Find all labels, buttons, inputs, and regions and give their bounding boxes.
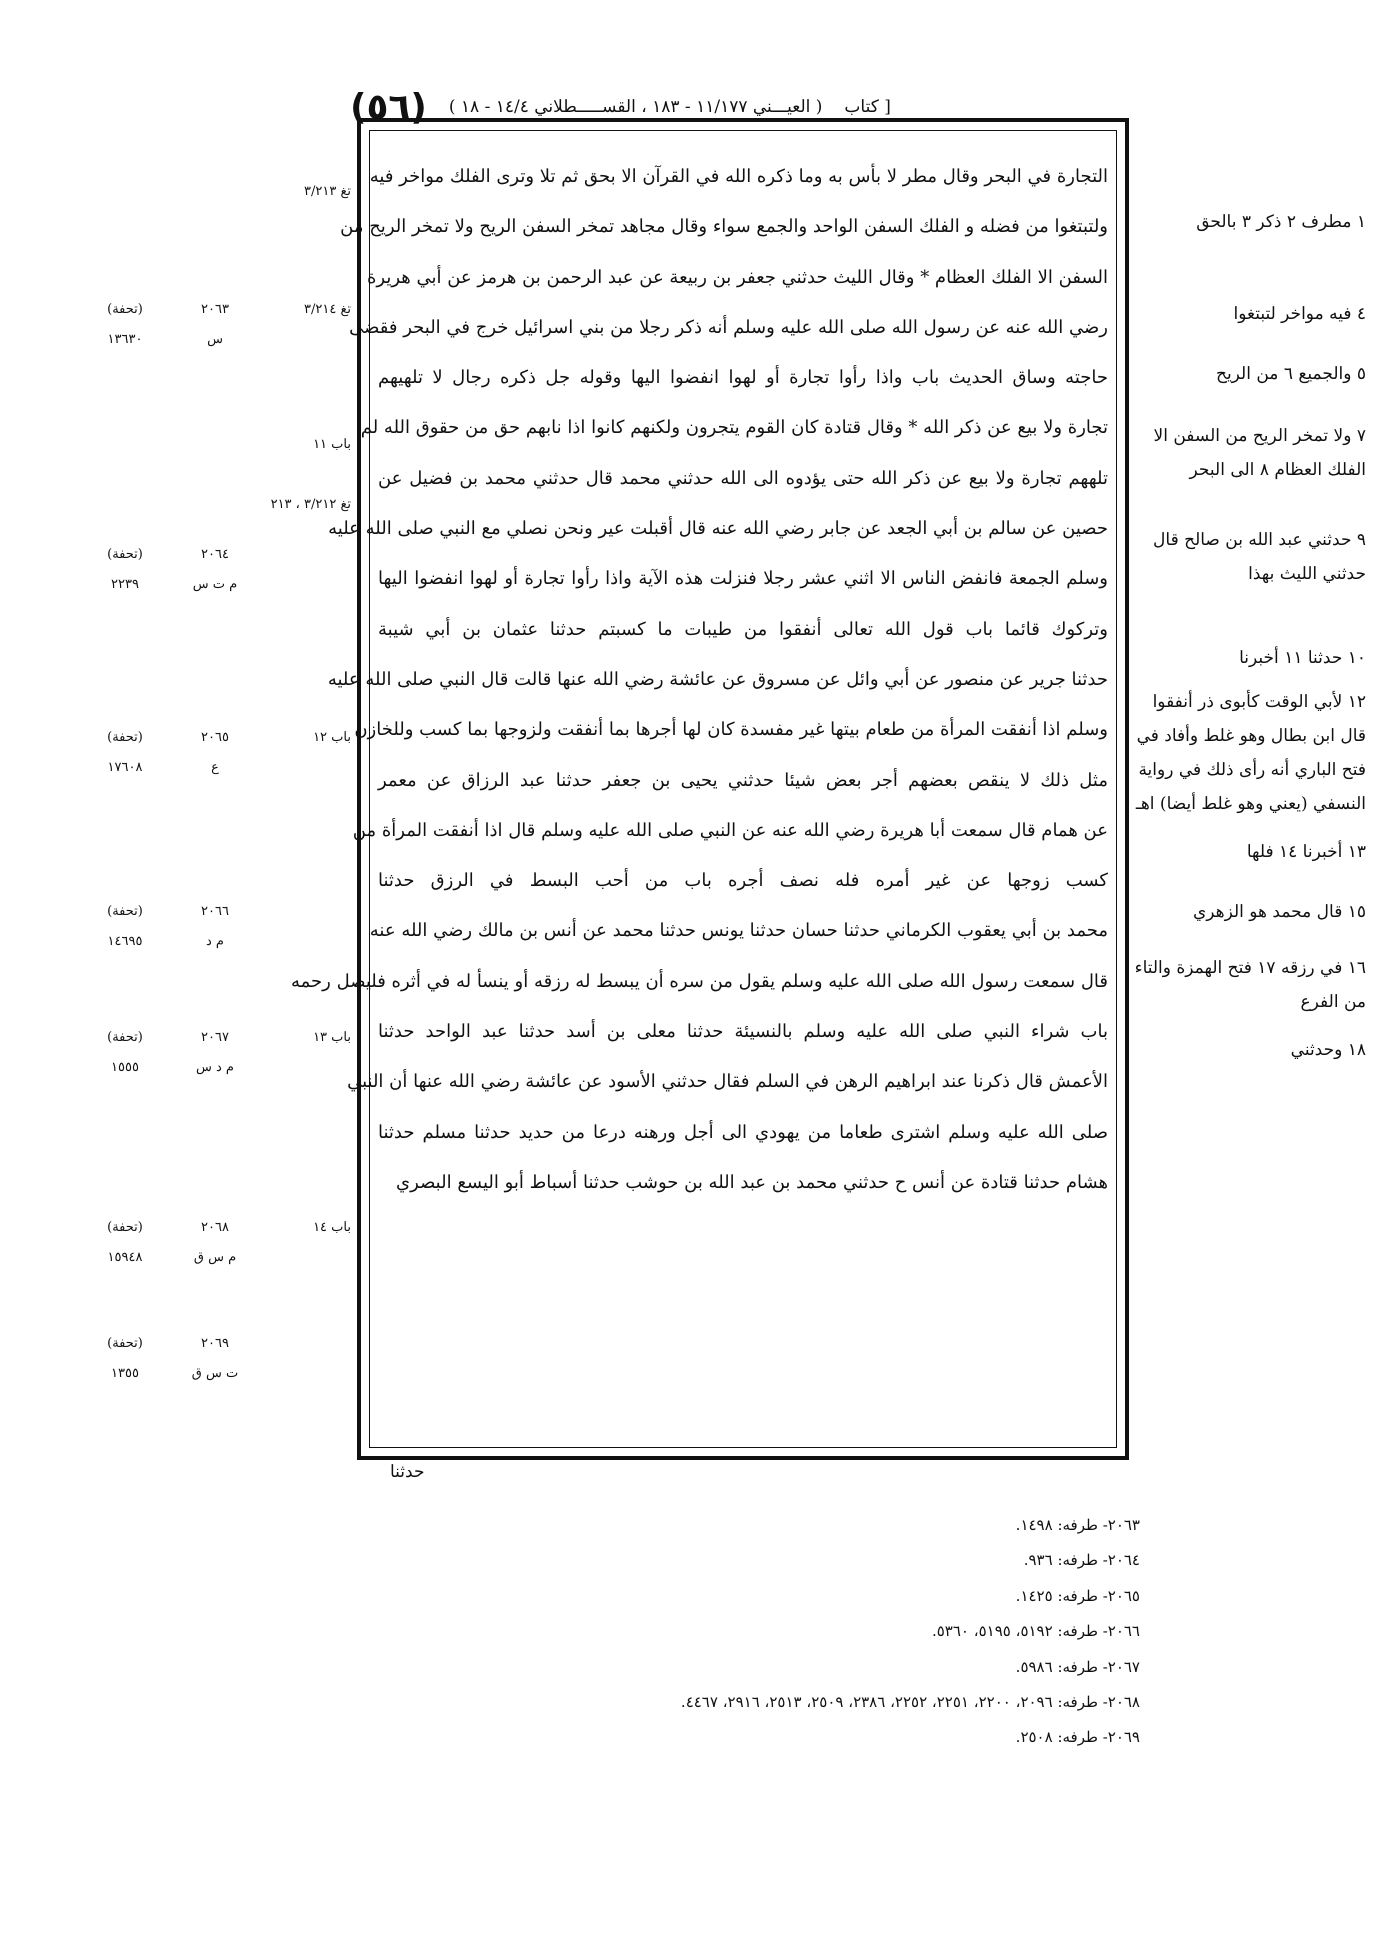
footnote: ٢٠٦٦- طرفه: ٥١٩٢، ٥١٩٥، ٥٣٦٠. xyxy=(931,1622,1140,1641)
left-margin-reference-column xyxy=(0,0,360,1460)
tuhfa-label: (تحفة) xyxy=(107,302,143,317)
source-codes: ع xyxy=(211,760,219,775)
source-codes: م د س xyxy=(196,1060,234,1075)
footnote: ٢٠٦٣- طرفه: ١٤٩٨. xyxy=(1015,1516,1140,1534)
reference-row xyxy=(0,547,355,592)
text-line: عن همام قال سمعت أبا هريرة رضي الله عنه عن النبي صلى الله عليه وسلم قال اذا أنفقت المرأة من xyxy=(352,819,1108,841)
text-line: حاجته وساق الحديث باب واذا رأوا تجارة أو لهوا انفضوا اليها وقوله جل ذكره رجال لا تلهيهم xyxy=(378,367,1108,389)
tuhfa-label: (تحفة) xyxy=(107,904,143,919)
tuhfa-label: (تحفة) xyxy=(107,730,143,745)
footnote: ٢٠٦٧- طرفه: ٥٩٨٦. xyxy=(1015,1657,1140,1676)
text-line: رضي الله عنه عن رسول الله صلى الله عليه وسلم أنه ذكر رجلا من بني اسرائيل خرج في البحر فقضى xyxy=(349,316,1108,338)
text-line: السفن الا الفلك العظام * وقال الليث حدثني جعفر بن ربيعة عن عبد الرحمن بن هرمز عن أبي هريرة xyxy=(366,266,1108,288)
reference-row xyxy=(0,1336,355,1381)
hadith-number: ٢٠٦٨ xyxy=(201,1220,229,1235)
chapter-ref: تغ ٣/٢١٢ ، ٢١٣ xyxy=(270,497,351,512)
tuhfa-label: (تحفة) xyxy=(107,547,143,562)
hadith-number: ٢٠٦٣ xyxy=(201,302,229,317)
footnote: ٢٠٦٩- طرفه: ٢٥٠٨. xyxy=(1015,1728,1140,1747)
text-line: كسب زوجها عن غير أمره فله نصف أجره باب من أحب البسط في الرزق حدثنا xyxy=(378,870,1108,892)
margin-note: ١ مطرف ٢ ذكر ٣ بالحق xyxy=(1196,212,1366,232)
text-line: هشام حدثنا قتادة عن أنس ح حدثني محمد بن عبد الله بن حوشب حدثنا أسباط أبو اليسع البصري xyxy=(396,1171,1108,1193)
tuhfa-number: ١٧٦٠٨ xyxy=(107,760,143,775)
tuhfa-number: ١٣٥٥ xyxy=(111,1366,139,1381)
chapter-ref: باب ١٣ xyxy=(313,1030,351,1045)
margin-note: ٤ فيه مواخر لتبتغوا xyxy=(1233,304,1366,324)
text-line: وسلم اذا أنفقت المرأة من طعام بيتها غير مفسدة كان لها أجرها بما أنفقت ولزوجها بما كسب وللخازن xyxy=(354,719,1108,741)
margin-note: ١٢ لأبي الوقت كأبوى ذر أنفقوا قال ابن بطال وهو غلط وأفاد في فتح الباري أنه رأى ذلك في رواية النسفي (يعني وهو غلط أيضا) اهـ xyxy=(1135,692,1366,814)
reference-row xyxy=(0,302,355,347)
text-line: التجارة في البحر وقال مطر لا بأس به وما ذكره الله في القرآن الا بحق ثم تلا وترى الفلك مواخر فيه xyxy=(369,166,1108,187)
chapter-ref: باب ١٤ xyxy=(313,1220,351,1235)
text-line: تجارة ولا بيع عن ذكر الله * وقال قتادة كان القوم يتجرون ولكنهم كانوا اذا نابهم حق من حقوق الله لم xyxy=(360,417,1108,439)
text-line: الأعمش قال ذكرنا عند ابراهيم الرهن في السلم فقال حدثني الأسود عن عائشة رضي الله عنها أن النبي xyxy=(347,1071,1108,1093)
hadith-number: ٢٠٦٥ xyxy=(201,730,229,745)
source-codes: م د xyxy=(206,934,224,949)
reference-row xyxy=(0,1220,355,1265)
tuhfa-number: ١٥٩٤٨ xyxy=(107,1250,143,1265)
hadith-number: ٢٠٦٩ xyxy=(201,1336,229,1351)
tuhfa-label: (تحفة) xyxy=(107,1336,143,1351)
source-codes: م ت س xyxy=(192,577,238,592)
text-line: وسلم الجمعة فانفض الناس الا اثني عشر رجلا فنزلت هذه الآية واذا رأوا تجارة أو لهوا انفضوا اليها xyxy=(378,568,1108,590)
source-codes: م س ق xyxy=(193,1250,237,1265)
reference-row xyxy=(0,437,355,477)
source-codes: ت س ق xyxy=(191,1366,239,1381)
tuhfa-number: ١٣٦٣٠ xyxy=(107,332,143,347)
margin-note: ١٨ وحدثني xyxy=(1290,1040,1366,1060)
reference-row xyxy=(0,184,355,224)
margin-note: ١٣ أخبرنا ١٤ فلها xyxy=(1246,842,1366,862)
tuhfa-number: ١٥٥٥ xyxy=(111,1060,139,1075)
text-line: تلههم تجارة ولا بيع عن ذكر الله حتى يؤدوه الى الله حدثني محمد قال حدثني محمد بن فضيل عن xyxy=(378,467,1108,489)
text-line: باب شراء النبي صلى الله عليه وسلم بالنسيئة حدثنا معلى بن أسد حدثنا عبد الواحد حدثنا xyxy=(378,1021,1108,1043)
text-line: حصين عن سالم بن أبي الجعد عن جابر رضي الله عنه قال أقبلت عير ونحن نصلي مع النبي صلى الله عليه xyxy=(328,518,1108,540)
reference-row xyxy=(0,730,355,775)
footnote: ٢٠٦٤- طرفه: ٩٣٦. xyxy=(1023,1551,1140,1570)
tuhfa-label: (تحفة) xyxy=(107,1220,143,1235)
text-line: وتركوك قائما باب قول الله تعالى أنفقوا من طيبات ما كسبتم حدثنا عثمان بن أبي شيبة xyxy=(378,618,1108,640)
margin-note: ٥ والجميع ٦ من الريح xyxy=(1215,364,1366,384)
hadith-number: ٢٠٦٧ xyxy=(201,1030,229,1045)
tuhfa-number: ١٤٦٩٥ xyxy=(107,934,143,949)
hadith-number: ٢٠٦٦ xyxy=(201,904,229,919)
footnote: ٢٠٦٨- طرفه: ٢٠٩٦، ٢٢٠٠، ٢٢٥١، ٢٢٥٢، ٢٣٨٦، ٢٥٠٩، ٢٥١٣، ٢٩١٦، ٤٤٦٧. xyxy=(680,1693,1140,1712)
margin-note: ١٦ في رزقه ١٧ فتح الهمزة والتاء من الفرع xyxy=(1134,958,1366,1012)
chapter-ref: تغ ٣/٢١٤ xyxy=(304,302,351,317)
chapter-ref: تغ ٣/٢١٣ xyxy=(304,184,351,199)
book-title: [ كتاب xyxy=(844,97,891,117)
text-line: قال سمعت رسول الله صلى الله عليه وسلم يقول من سره أن يبسط له رزقه أو ينسأ له في أثره فليصل رحمه xyxy=(290,970,1108,992)
margin-note: ١٠ حدثنا ١١ أخبرنا xyxy=(1239,648,1366,668)
footnotes xyxy=(681,1508,1140,1756)
chapter-ref: باب ١١ xyxy=(313,437,351,452)
source-codes: س xyxy=(207,332,223,347)
margin-note: ٩ حدثني عبد الله بن صالح قال حدثني الليث بهذا xyxy=(1153,530,1366,584)
reference-row xyxy=(0,1030,355,1075)
text-line: ولتبتغوا من فضله و الفلك السفن الواحد والجمع سواء وقال مجاهد تمخر السفن الريح ولا تمخر الريح من xyxy=(340,216,1108,238)
footnote: ٢٠٦٥- طرفه: ١٤٢٥. xyxy=(1015,1586,1140,1605)
catchword: حدثنا xyxy=(390,1462,425,1482)
tuhfa-label: (تحفة) xyxy=(107,1030,143,1045)
text-line: مثل ذلك لا ينقص بعضهم أجر بعض شيئا حدثني يحيى بن جعفر حدثنا عبد الرزاق عن معمر xyxy=(378,769,1108,791)
reference-row xyxy=(0,497,355,537)
margin-note: ٧ ولا تمخر الريح من السفن الا الفلك العظام ٨ الى البحر xyxy=(1153,426,1366,480)
commentary-reference: ( العيـــني ١١/١٧٧ - ١٨٣ ، القســـــطلاني ١٤/٤ - ١٨ ) xyxy=(448,97,823,117)
chapter-ref: باب ١٢ xyxy=(313,730,351,745)
reference-row xyxy=(0,904,355,949)
text-line: حدثنا جرير عن منصور عن أبي وائل عن مسروق عن عائشة رضي الله عنها قالت قال النبي صلى الله عليه xyxy=(327,668,1108,690)
margin-note: ١٥ قال محمد هو الزهري xyxy=(1192,902,1366,922)
hadith-number: ٢٠٦٤ xyxy=(201,547,229,562)
tuhfa-number: ٢٢٣٩ xyxy=(111,577,139,592)
page-number: (٥٦) xyxy=(350,86,427,128)
text-line: محمد بن أبي يعقوب الكرماني حدثنا حسان حدثنا يونس حدثنا محمد عن أنس بن مالك رضي الله عنه xyxy=(369,920,1108,942)
text-line: صلى الله عليه وسلم اشترى طعاما من يهودي الى أجل ورهنه درعا من حديد حدثنا مسلم حدثنا xyxy=(378,1121,1108,1143)
